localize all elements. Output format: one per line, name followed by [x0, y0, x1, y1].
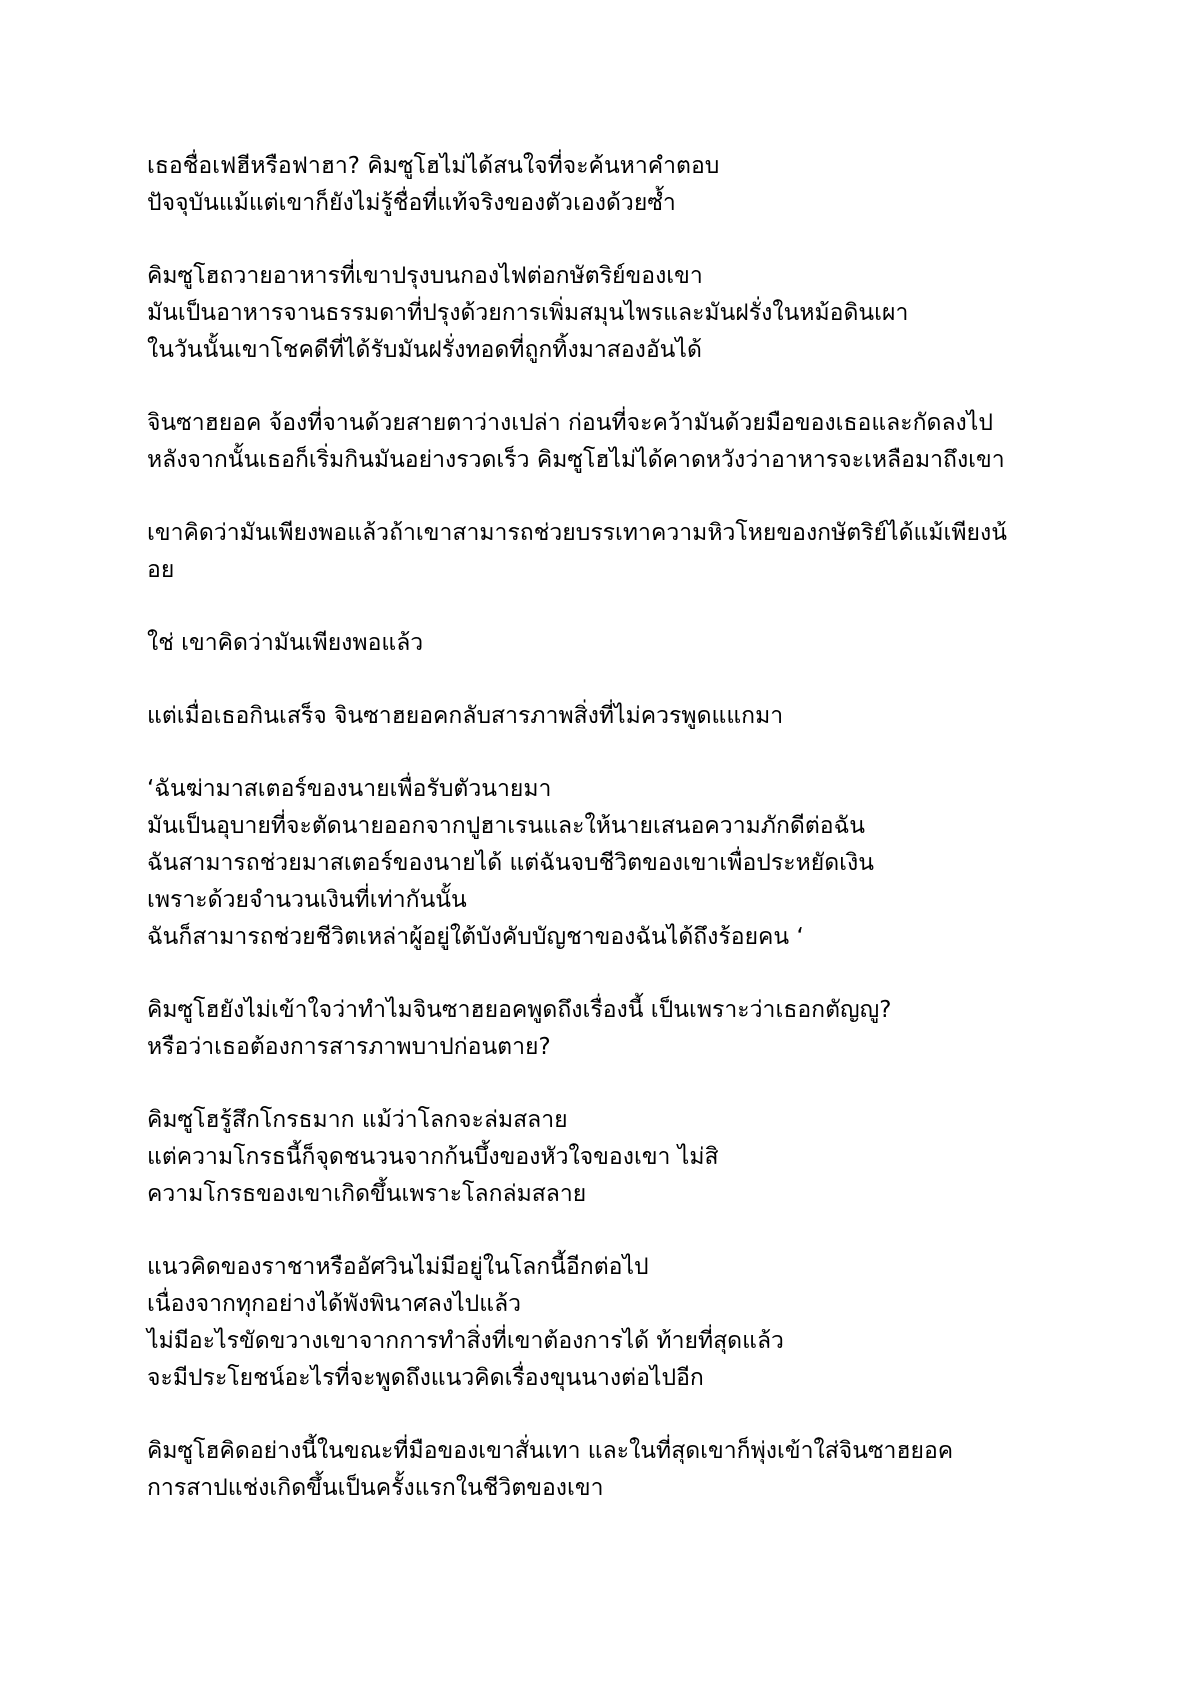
text-line: หลังจากนั้นเธอก็เริ่มกินมันอย่างรวดเร็ว คิมซูโฮไม่ได้คาดหวังว่าอาหารจะเหลือมาถึงเขา: [147, 447, 1005, 473]
text-line: ปัจจุบันแม้แต่เขาก็ยังไม่รู้ชื่อที่แท้จริงของตัวเองด้วยซ้ำ: [147, 190, 676, 216]
paragraph: [147, 515, 1057, 589]
paragraph: [147, 1249, 1057, 1397]
text-line: หรือว่าเธอต้องการสารภาพบาปก่อนตาย?: [147, 1034, 551, 1060]
text-line: คิมซูโฮถวายอาหารที่เขาปรุงบนกองไฟต่อกษัตริย์ของเขา: [147, 263, 703, 289]
text-line: เขาคิดว่ามันเพียงพอแล้วถ้าเขาสามารถช่วยบรรเทาความหิวโหยของกษัตริย์ได้แม้เพียงน้: [147, 520, 1007, 546]
text-line: เธอชื่อเฟฮีหรือฟาฮา? คิมซูโฮไม่ได้สนใจที่จะค้นหาคำตอบ: [147, 153, 720, 179]
text-line: คิมซูโฮคิดอย่างนี้ในขณะที่มือของเขาสั่นเทา และในที่สุดเขาก็พุ่งเข้าใส่จินซาฮยอค: [147, 1438, 954, 1464]
text-line: แต่เมื่อเธอกินเสร็จ จินซาฮยอคกลับสารภาพสิ่งที่ไม่ควรพูดแแกมา: [147, 703, 784, 729]
text-line: ใช่ เขาคิดว่ามันเพียงพอแล้ว: [147, 630, 424, 656]
text-line: ไม่มีอะไรขัดขวางเขาจากการทำสิ่งที่เขาต้องการได้ ท้ายที่สุดแล้ว: [147, 1328, 784, 1354]
paragraph: [147, 625, 1057, 662]
text-line: แนวคิดของราชาหรืออัศวินไม่มีอยู่ในโลกนี้อีกต่อไป: [147, 1254, 649, 1280]
text-line: ฉันก็สามารถช่วยชีวิตเหล่าผู้อยู่ใต้บังคับบัญชาของฉันได้ถึงร้อยคน ‘: [147, 924, 804, 950]
text-line: ‘ฉันฆ่ามาสเตอร์ของนายเพื่อรับตัวนายมา: [147, 776, 552, 802]
text-line: แต่ความโกรธนี้ก็จุดชนวนจากก้นบึ้งของหัวใจของเขา ไม่สิ: [147, 1144, 719, 1170]
text-line: อย: [147, 557, 175, 583]
text-line: ความโกรธของเขาเกิดขึ้นเพราะโลกล่มสลาย: [147, 1181, 587, 1207]
text-line: คิมซูโฮยังไม่เข้าใจว่าทำไมจินซาฮยอคพูดถึงเรื่องนี้ เป็นเพราะว่าเธอกตัญญู?: [147, 997, 892, 1023]
text-line: มันเป็นอุบายที่จะตัดนายออกจากปูฮาเรนและให้นายเสนอความภักดีต่อฉัน: [147, 813, 865, 839]
paragraph: [147, 771, 1057, 956]
text-line: จินซาฮยอค จ้องที่จานด้วยสายตาว่างเปล่า ก่อนที่จะคว้ามันด้วยมือของเธอและกัดลงไป: [147, 410, 993, 436]
paragraph: [147, 1102, 1057, 1213]
paragraph: [147, 698, 1057, 735]
paragraph: [147, 148, 1057, 222]
text-line: มันเป็นอาหารจานธรรมดาที่ปรุงด้วยการเพิ่มสมุนไพรและมันฝรั่งในหม้อดินเผา: [147, 300, 909, 326]
text-line: ฉันสามารถช่วยมาสเตอร์ของนายได้ แต่ฉันจบชีวิตของเขาเพื่อประหยัดเงิน: [147, 850, 874, 876]
text-line: การสาปแช่งเกิดขึ้นเป็นครั้งแรกในชีวิตของเขา: [147, 1475, 604, 1501]
text-line: เพราะด้วยจำนวนเงินที่เท่ากันนั้น: [147, 887, 467, 913]
paragraph: [147, 258, 1057, 369]
paragraph: [147, 1433, 1057, 1507]
text-line: จะมีประโยชน์อะไรที่จะพูดถึงแนวคิดเรื่องขุนนางต่อไปอีก: [147, 1365, 704, 1391]
document-body: [147, 148, 1057, 1543]
text-line: ในวันนั้นเขาโชคดีที่ได้รับมันฝรั่งทอดที่ถูกทิ้งมาสองอันได้: [147, 337, 702, 363]
paragraph: [147, 405, 1057, 479]
text-line: เนื่องจากทุกอย่างได้พังพินาศลงไปแล้ว: [147, 1291, 522, 1317]
text-line: คิมซูโฮรู้สึกโกรธมาก แม้ว่าโลกจะล่มสลาย: [147, 1107, 568, 1133]
paragraph: [147, 992, 1057, 1066]
